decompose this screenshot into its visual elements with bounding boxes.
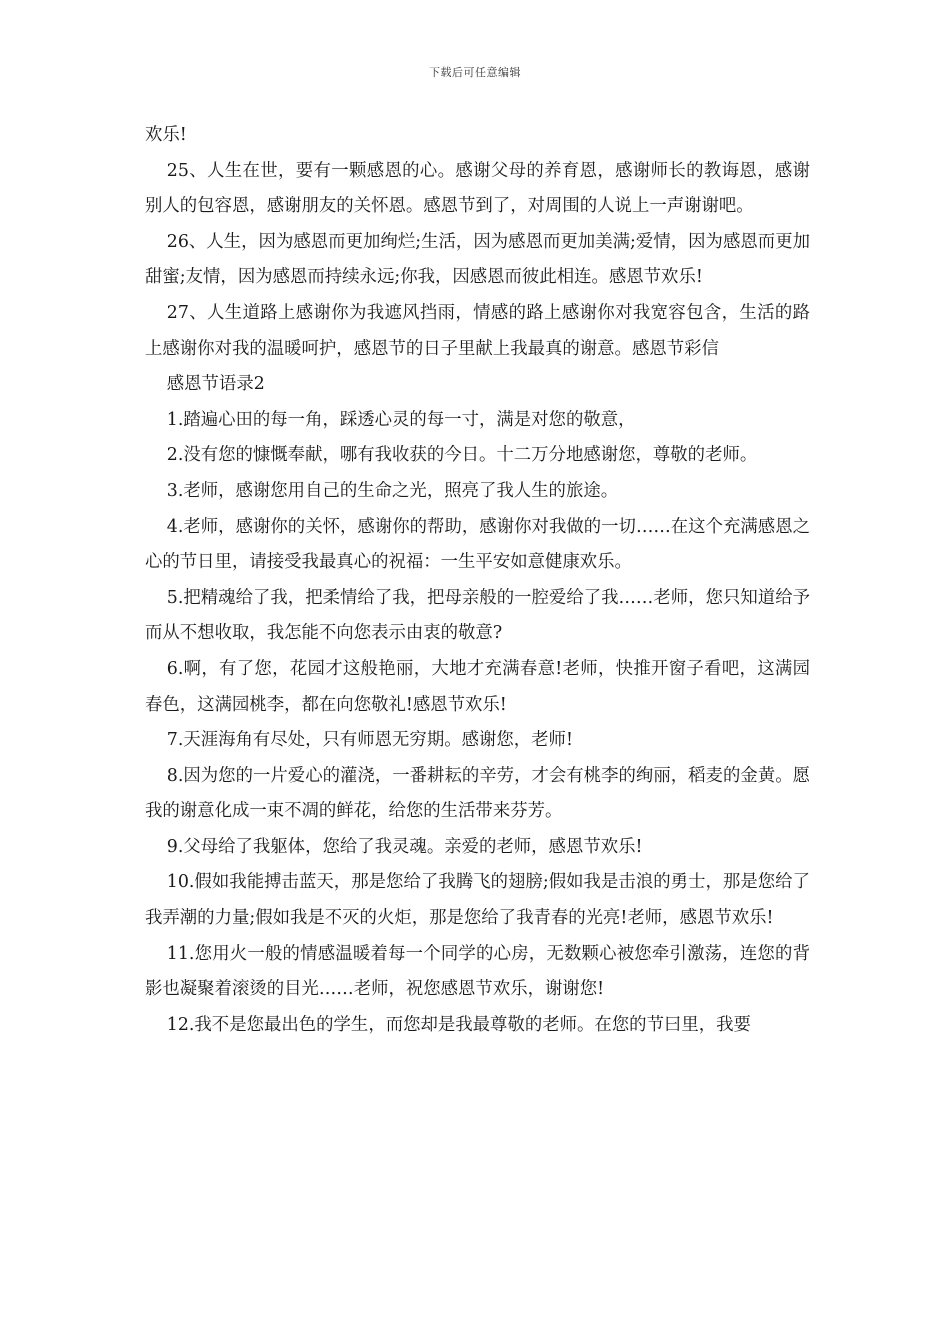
list-item: 1.踏遍心田的每一角，踩透心灵的每一寸，满是对您的敬意， [166,409,636,430]
list-item: 8.因为您的一片爱心的灌浇，一番耕耘的辛劳，才会有桃李的绚丽，稻麦的金黄。愿我的谢意化成一束不凋的鲜花，给您的生活带来芬芳。 [145,765,810,822]
list-item: 4.老师，感谢你的关怀，感谢你的帮助，感谢你对我做的一切……在这个充满感恩之心的节日里，请接受我最真心的祝福：一生平安如意健康欢乐。 [145,516,810,573]
list-item: 11.您用火一般的情感温暖着每一个同学的心房，无数颗心被您牵引激荡，连您的背影也凝聚着滚烫的目光……老师，祝您感恩节欢乐，谢谢您! [145,943,810,1000]
paragraph: 26、人生，因为感恩而更加绚烂;生活，因为感恩而更加美满;爱情，因为感恩而更加甜蜜;友情，因为感恩而持续永远;你我，因感恩而彼此相连。感恩节欢乐! [145,231,810,288]
list-item: 9.父母给了我躯体，您给了我灵魂。亲爱的老师，感恩节欢乐! [166,836,643,857]
list-item: 10.假如我能搏击蓝天，那是您给了我腾飞的翅膀;假如我是击浪的勇士，那是您给了我弄潮的力量;假如我是不灭的火炬，那是您给了我青春的光亮!老师，感恩节欢乐! [145,872,810,929]
section-title: 感恩节语录2 [166,374,265,395]
list-item: 5.把精魂给了我，把柔情给了我，把母亲般的一腔爱给了我……老师，您只知道给予而从不想收取，我怎能不向您表示由衷的敬意? [145,587,810,644]
document-body [145,118,810,1043]
paragraph: 25、人生在世，要有一颗感恩的心。感谢父母的养育恩，感谢师长的教诲恩，感谢别人的包容恩，感谢朋友的关怀恩。感恩节到了，对周围的人说上一声谢谢吧。 [145,160,810,217]
list-item: 3.老师，感谢您用自己的生命之光，照亮了我人生的旅途。 [166,480,619,501]
paragraph: 欢乐! [145,125,187,145]
list-item: 12.我不是您最出色的学生，而您却是我最尊敬的老师。在您的节曰里，我要 [166,1014,751,1035]
list-item: 7.天涯海角有尽处，只有师恩无穷期。感谢您，老师! [166,730,573,751]
list-item: 2.没有您的慷慨奉献，哪有我收获的今日。十二万分地感谢您，尊敬的老师。 [166,445,758,466]
list-item: 6.啊，有了您，花园才这般艳丽，大地才充满春意!老师，快推开窗子看吧，这满园春色，这满园桃李，都在向您敬礼!感恩节欢乐! [145,658,810,715]
page-header: 下载后可任意编辑 [429,66,521,79]
paragraph: 27、人生道路上感谢你为我遮风挡雨，情感的路上感谢你对我宽容包含，生活的路上感谢你对我的温暖呵护，感恩节的日子里献上我最真的谢意。感恩节彩信 [145,302,810,359]
